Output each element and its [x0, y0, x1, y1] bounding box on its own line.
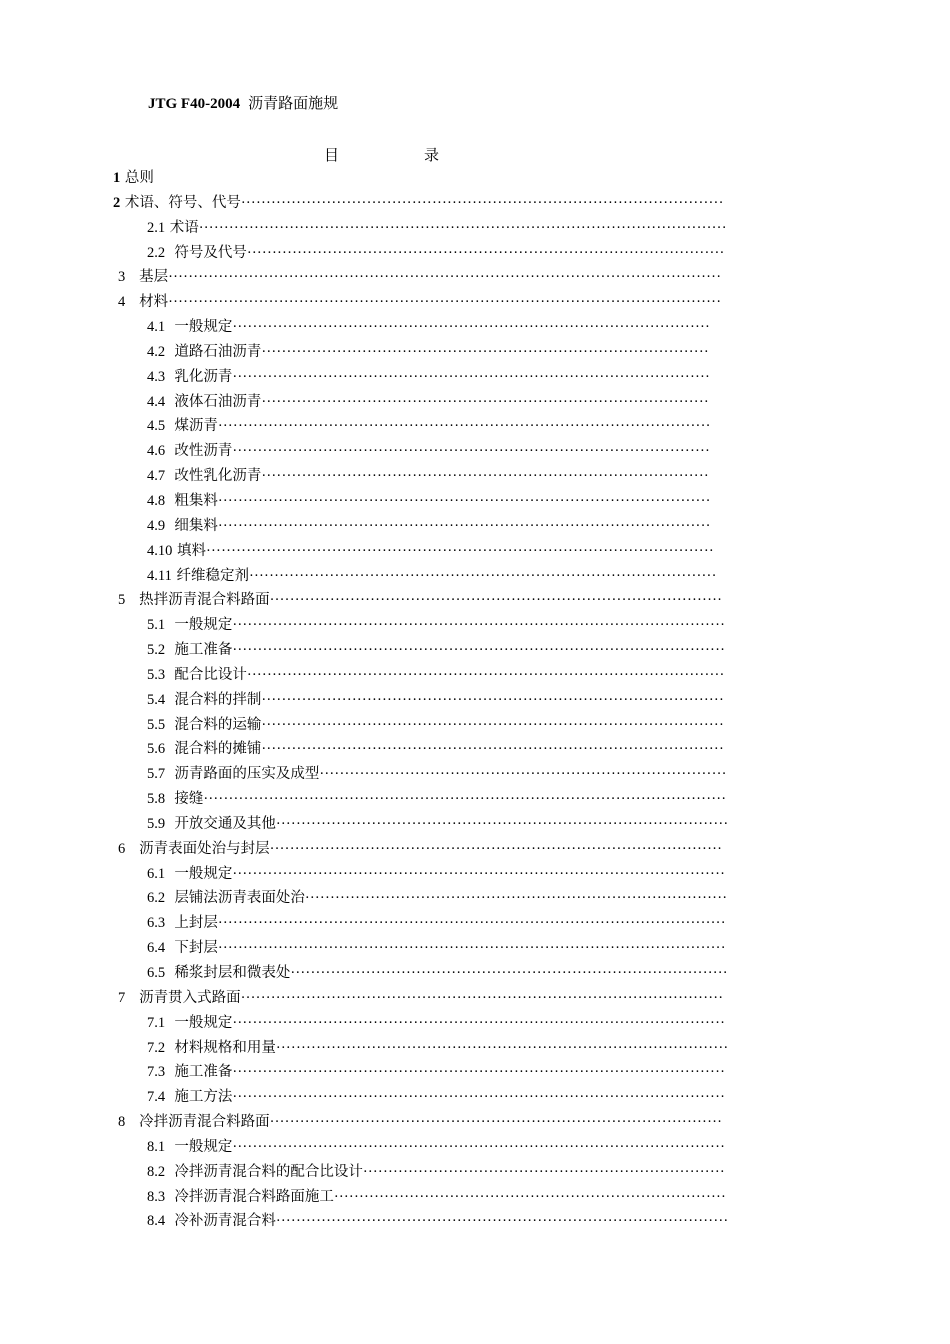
toc-dot-leader: ······························································································· [232, 443, 711, 460]
toc-entry-number: 4.7 [147, 468, 166, 485]
toc-entry-spacer [165, 443, 174, 459]
toc-entry-spacer [165, 915, 174, 931]
toc-entry-number: 5.6 [147, 741, 166, 758]
toc-entry-number: 8.1 [147, 1138, 166, 1155]
toc-entry[interactable] [0, 812, 950, 837]
toc-dot-leader: ························································································· [261, 468, 709, 485]
toc-entry-title: 冷补沥青混合料 [174, 1213, 276, 1230]
toc-entry-spacer [165, 1089, 174, 1105]
toc-dot-leader: ·························································································· [275, 1213, 729, 1230]
toc-entry[interactable] [0, 241, 950, 266]
toc-dot-leader: ·············································································· [333, 1188, 727, 1205]
toc-heading-char-2: 录 [424, 146, 440, 164]
toc-entry-number: 7 [118, 989, 126, 1006]
toc-entry-spacer [165, 642, 174, 658]
toc-entry[interactable] [0, 414, 950, 439]
toc-entry-number: 4.8 [147, 492, 166, 509]
toc-entry-spacer [165, 667, 174, 683]
toc-dot-leader: ····································································································· [217, 915, 726, 932]
toc-dot-leader: ·································································································· [217, 418, 711, 435]
toc-entry-title: 接缝 [174, 791, 204, 808]
toc-entry[interactable] [0, 340, 950, 365]
toc-entry-title: 冷拌沥青混合料路面施工 [174, 1188, 334, 1205]
toc-entry-title: 煤沥青 [174, 418, 218, 435]
toc-entry-title: 改性乳化沥青 [174, 468, 262, 485]
toc-entry-title: 道路石油沥青 [174, 343, 262, 360]
toc-entry-title: 施工方法 [174, 1089, 233, 1106]
toc-entry[interactable] [0, 762, 950, 787]
toc-entry-title: 施工准备 [174, 642, 233, 659]
toc-entry-title: 层铺法沥青表面处治 [174, 890, 305, 907]
toc-entry-spacer [125, 294, 139, 310]
toc-entry-number: 6 [118, 840, 126, 857]
toc-entry[interactable] [0, 638, 950, 663]
toc-entry-spacer [165, 369, 174, 385]
toc-dot-leader: ········································································ [362, 1163, 725, 1180]
toc-entry-title: 细集料 [174, 517, 218, 534]
toc-entry-number: 3 [118, 269, 126, 286]
toc-entry[interactable] [0, 986, 950, 1011]
toc-entry-title: 填料 [176, 542, 206, 559]
toc-entry-title: 粗集料 [174, 492, 218, 509]
toc-dot-leader: ····································································································· [205, 542, 714, 559]
toc-entry[interactable] [0, 216, 950, 241]
toc-entry-title: 热拌沥青混合料路面 [139, 592, 270, 609]
toc-entry-number: 5.1 [147, 617, 166, 634]
toc-entry[interactable] [0, 390, 950, 415]
toc-dot-leader: ·································································································· [217, 492, 711, 509]
toc-entry-spacer [165, 617, 174, 633]
toc-entry-number: 5.2 [147, 642, 166, 659]
toc-entry-title: 一般规定 [174, 1138, 233, 1155]
toc-entry-title: 混合料的运输 [174, 716, 262, 733]
toc-dot-leader: ·············································································································· [168, 294, 722, 311]
toc-entry[interactable] [0, 1110, 950, 1135]
toc-entry-spacer [125, 1114, 139, 1130]
toc-entry-title: 术语 [169, 219, 199, 236]
toc-entry-number: 4.1 [147, 319, 166, 336]
toc-entry-number: 8.2 [147, 1163, 166, 1180]
toc-entry-spacer [165, 890, 174, 906]
toc-entry-number: 8.3 [147, 1188, 166, 1205]
toc-entry-title: 开放交通及其他 [174, 815, 276, 832]
toc-entry[interactable] [0, 265, 950, 290]
toc-entry-number: 2.2 [147, 244, 166, 261]
toc-entry-spacer [165, 766, 174, 782]
toc-entry-number: 8 [118, 1114, 126, 1131]
toc-dot-leader: ·································································································· [232, 617, 726, 634]
toc-dot-leader: ·························································································· [269, 840, 723, 857]
toc-entry-title: 上封层 [174, 915, 218, 932]
toc-entry[interactable] [0, 1036, 950, 1061]
toc-entry-spacer [125, 269, 139, 285]
toc-dot-leader: ·································································································· [232, 1089, 726, 1106]
toc-entry-title: 施工准备 [174, 1064, 233, 1081]
toc-entry-number: 2 [113, 194, 121, 211]
toc-entry-number: 5.4 [147, 691, 166, 708]
toc-entry-title: 混合料的拌制 [174, 691, 262, 708]
toc-entry-number: 6.5 [147, 965, 166, 981]
toc-dot-leader: ······························································································· [246, 666, 725, 683]
toc-entry-number: 7.2 [147, 1039, 166, 1056]
toc-entry-spacer [165, 344, 174, 360]
toc-entry[interactable] [0, 713, 950, 738]
toc-dot-leader: ···················································································· [304, 890, 728, 907]
document-header [148, 92, 338, 113]
toc-dot-leader: ······························································································· [246, 244, 725, 261]
toc-dot-leader: ···························································································· [261, 691, 724, 708]
toc-entry[interactable] [0, 613, 950, 638]
toc-entry[interactable] [0, 290, 950, 315]
toc-dot-leader: ······························································································· [232, 368, 711, 385]
toc-entry[interactable] [0, 539, 950, 564]
toc-entry-number: 5 [118, 592, 126, 609]
toc-entry[interactable] [0, 514, 950, 539]
toc-entry-spacer [125, 592, 139, 608]
toc-entry-spacer [165, 245, 174, 261]
toc-entry-number: 4.9 [147, 517, 166, 534]
toc-dot-leader: ·························································································· [275, 815, 729, 832]
toc-entry-title: 改性沥青 [174, 443, 233, 460]
toc-entry-spacer [165, 940, 174, 956]
toc-entry[interactable] [0, 936, 950, 961]
toc-entry-spacer [165, 1064, 174, 1080]
toc-entry[interactable] [0, 166, 950, 191]
toc-entry-title: 一般规定 [174, 319, 233, 336]
toc-entry[interactable] [0, 688, 950, 713]
toc-entry-title: 稀浆封层和微表处 [174, 965, 291, 981]
toc-entry-number: 4.11 [147, 567, 172, 584]
toc-dot-leader: ·························································································· [275, 1039, 729, 1056]
toc-dot-leader: ····································································································· [217, 940, 726, 957]
toc-entry-number: 7.1 [147, 1014, 166, 1031]
toc-entry-number: 7.3 [147, 1064, 166, 1081]
toc-entry[interactable] [0, 588, 950, 613]
toc-entry[interactable] [0, 787, 950, 812]
toc-entry[interactable] [0, 1209, 950, 1234]
toc-dot-leader: ····························································································· [248, 567, 717, 584]
toc-dot-leader: ·························································································· [269, 592, 723, 609]
toc-entry[interactable] [0, 564, 950, 589]
toc-dot-leader: ·································································································· [232, 642, 726, 659]
toc-heading [0, 144, 950, 164]
toc-entry-number: 7.4 [147, 1089, 166, 1106]
toc-entry-spacer [165, 394, 174, 410]
toc-dot-leader: ···························································································· [261, 741, 724, 758]
toc-entry-spacer [125, 841, 139, 857]
toc-entry-title: 乳化沥青 [174, 368, 233, 385]
toc-entry[interactable] [0, 862, 950, 887]
toc-entry-title: 术语、符号、代号 [124, 194, 241, 211]
toc-entry-spacer [165, 319, 174, 335]
toc-entry[interactable] [0, 489, 950, 514]
toc-entry-title: 纤维稳定剂 [176, 567, 249, 584]
toc-entry-title: 沥青路面的压实及成型 [174, 766, 320, 783]
toc-entry-number: 6.1 [147, 865, 166, 882]
toc-entry-title: 总则 [124, 170, 154, 186]
toc-entry[interactable] [0, 737, 950, 762]
toc-dot-leader: ·································································································· [232, 865, 726, 882]
toc-entry[interactable] [0, 961, 950, 986]
toc-entry-title: 混合料的摊铺 [174, 741, 262, 758]
toc-entry[interactable] [0, 663, 950, 688]
toc-dot-leader: ·························································································· [269, 1114, 723, 1131]
toc-dot-leader: ········································································································ [203, 791, 727, 808]
toc-entry-spacer [165, 965, 174, 981]
toc-dot-leader: ···························································································· [261, 716, 724, 733]
toc-entry-number: 5.3 [147, 666, 166, 683]
toc-entry-title: 冷拌沥青混合料路面 [139, 1114, 270, 1131]
toc-entry-number: 8.4 [147, 1213, 166, 1230]
toc-entry-number: 4.5 [147, 418, 166, 435]
toc-entry-title: 符号及代号 [174, 244, 247, 261]
toc-dot-leader: ········································································································· [198, 219, 727, 236]
toc-dot-leader: ································································································ [240, 194, 724, 211]
toc-entry-spacer [165, 493, 174, 509]
toc-entry-number: 4.3 [147, 368, 166, 385]
toc-entry-spacer [165, 1040, 174, 1056]
toc-entry[interactable] [0, 1060, 950, 1085]
toc-entry[interactable] [0, 837, 950, 862]
toc-entry[interactable] [0, 886, 950, 911]
toc-entry-spacer [165, 816, 174, 832]
toc-heading-char-1: 目 [324, 146, 340, 164]
toc-entry-title: 配合比设计 [174, 666, 247, 683]
toc-entry-title: 一般规定 [174, 617, 233, 634]
toc-dot-leader: ······················································································· [290, 965, 728, 981]
toc-entry[interactable] [0, 911, 950, 936]
toc-dot-leader: ·································································································· [217, 517, 711, 534]
toc-entry-spacer [165, 1189, 174, 1205]
toc-entry-number: 5.8 [147, 791, 166, 808]
toc-entry-spacer [165, 1213, 174, 1229]
toc-entry-number: 5.7 [147, 766, 166, 783]
toc-entry-number: 2.1 [147, 219, 166, 236]
toc-dot-leader: ································································································ [240, 989, 724, 1006]
toc-entry[interactable] [0, 1135, 950, 1160]
toc-entry-number: 4.4 [147, 393, 166, 410]
toc-entry[interactable] [0, 464, 950, 489]
toc-entry-spacer [165, 1164, 174, 1180]
toc-entry-spacer [165, 866, 174, 882]
toc-entry-title: 下封层 [174, 940, 218, 957]
toc-entry-title: 一般规定 [174, 865, 233, 882]
toc-entry[interactable] [0, 1160, 950, 1185]
toc-entry-number: 5.9 [147, 815, 166, 832]
toc-entry[interactable] [0, 1085, 950, 1110]
toc-dot-leader: ·································································································· [232, 1064, 726, 1081]
toc-entry-number: 6.4 [147, 940, 166, 957]
toc-dot-leader: ······························································································· [232, 319, 711, 336]
toc-entry[interactable] [0, 365, 950, 390]
toc-dot-leader: ·································································································· [232, 1138, 726, 1155]
toc-dot-leader: ················································································· [319, 766, 727, 783]
standard-code: JTG F40-2004 [148, 96, 241, 112]
toc-entry-number: 1 [113, 170, 121, 186]
toc-entry-title: 一般规定 [174, 1014, 233, 1031]
toc-entry[interactable] [0, 1185, 950, 1210]
toc-entry-number: 4.2 [147, 343, 166, 360]
toc-entry-number: 4.6 [147, 443, 166, 460]
toc-entry-spacer [165, 468, 174, 484]
toc-dot-leader: ·································································································· [232, 1014, 726, 1031]
toc-entry-title: 冷拌沥青混合料的配合比设计 [174, 1163, 363, 1180]
toc-dot-leader: ························································································· [261, 343, 709, 360]
toc-entry-title: 液体石油沥青 [174, 393, 262, 410]
toc-entry[interactable] [0, 1011, 950, 1036]
toc-entry-spacer [165, 692, 174, 708]
toc-entry-spacer [165, 791, 174, 807]
toc-entry-number: 6.3 [147, 915, 166, 932]
document-title: 沥青路面施规 [248, 94, 339, 112]
toc-entry-number: 4 [118, 294, 126, 311]
toc-entry-title: 基层 [139, 269, 169, 286]
toc-entry-spacer [165, 741, 174, 757]
toc-entry-spacer [165, 518, 174, 534]
toc-entry-number: 5.5 [147, 716, 166, 733]
toc-entry-spacer [165, 1015, 174, 1031]
toc-entry-title: 沥青表面处治与封层 [139, 840, 270, 857]
toc-entry-spacer [165, 418, 174, 434]
toc-entry-number: 4.10 [147, 542, 173, 559]
toc-entry-spacer [125, 990, 139, 1006]
toc-entry-title: 沥青贯入式路面 [139, 989, 241, 1006]
toc-entry[interactable] [0, 191, 950, 216]
toc-entry-title: 材料规格和用量 [174, 1039, 276, 1056]
toc-entry-title: 材料 [139, 294, 169, 311]
toc-entry-spacer [165, 717, 174, 733]
toc-entry[interactable] [0, 315, 950, 340]
toc-entry-spacer [165, 1139, 174, 1155]
toc-dot-leader: ························································································· [261, 393, 709, 410]
table-of-contents [0, 166, 950, 1234]
toc-entry-number: 6.2 [147, 890, 166, 907]
toc-dot-leader: ·············································································································· [168, 269, 722, 286]
toc-entry[interactable] [0, 439, 950, 464]
